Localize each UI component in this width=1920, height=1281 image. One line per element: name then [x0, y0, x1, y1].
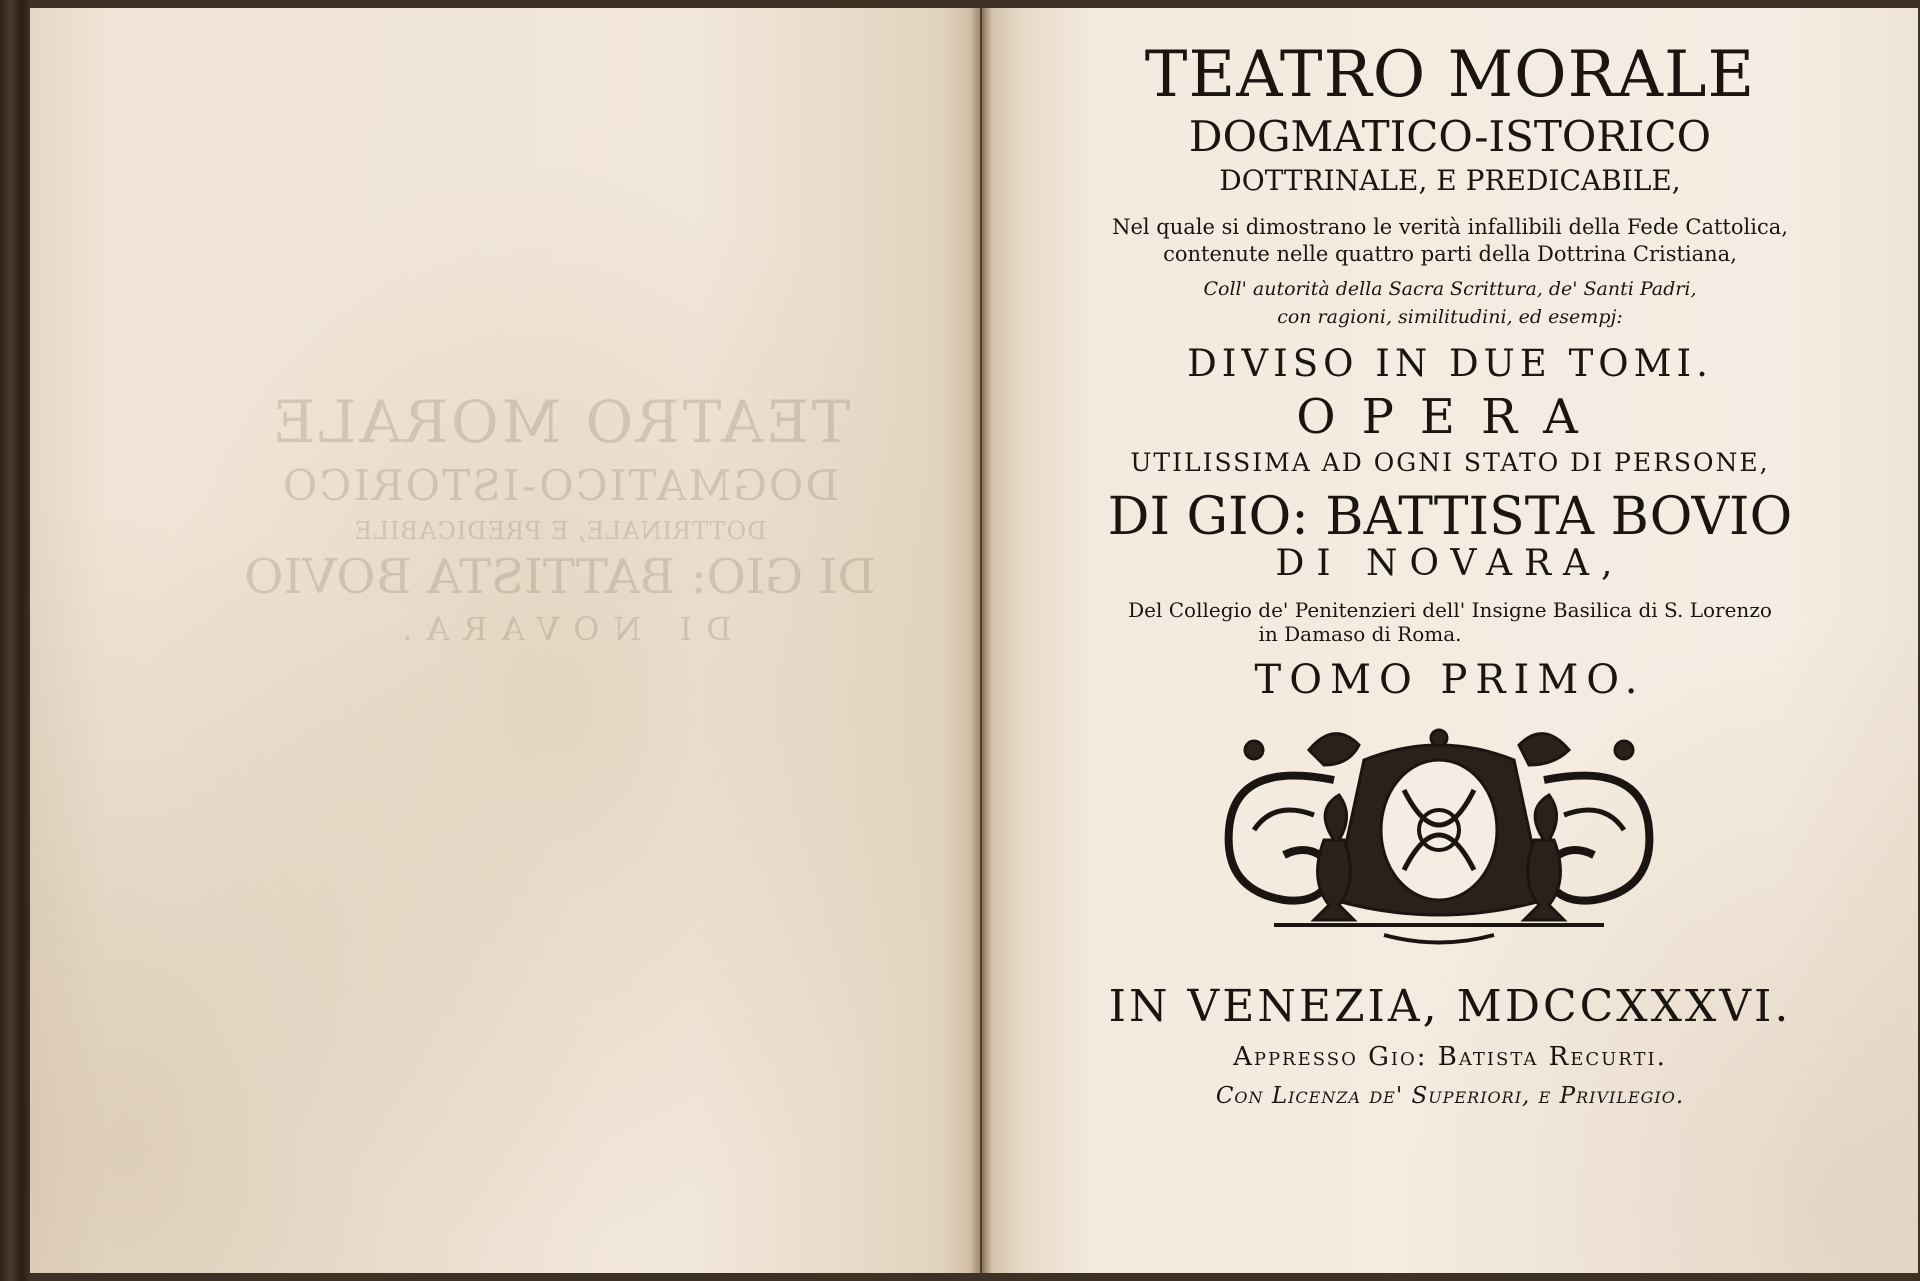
ghost-line: TEATRO MORALE — [269, 388, 851, 456]
description-line: contenute nelle quattro parti della Dottrina Cristiana, — [1163, 242, 1737, 266]
show-through-text — [170, 388, 950, 648]
author-origin: DI NOVARA, — [1275, 543, 1625, 584]
authority-line: Coll' autorità della Sacra Scrittura, de' Santi Padri, — [1203, 278, 1697, 300]
utility-line: UTILISSIMA AD OGNI STATO DI PERSONE, — [1130, 448, 1770, 477]
authority-line: con ragioni, similitudini, ed esempj: — [1277, 306, 1623, 328]
opera-heading: OPERA — [1296, 389, 1604, 445]
ghost-line: DI GIO: BATTISTA BOVIO — [244, 549, 876, 605]
ghost-line: DI NOVARA. — [388, 610, 732, 648]
author-name: DI GIO: BATTISTA BOVIO — [1107, 487, 1793, 547]
college-line: in Damaso di Roma. — [1258, 622, 1462, 646]
volume-heading: TOMO PRIMO. — [1254, 657, 1646, 703]
subtitle-2: DOTTRINALE, E PREDICABILE, — [1219, 164, 1681, 197]
ghost-line: DOGMATICO-ISTORICO — [280, 461, 840, 510]
book-gutter — [970, 8, 992, 1273]
title-page — [982, 8, 1918, 1273]
subtitle: DOGMATICO-ISTORICO — [1188, 112, 1712, 161]
printer-line: Appresso Gio: Batista Recurti. — [1233, 1042, 1667, 1072]
license-line: Con Licenza de' Superiori, e Privilegio. — [1215, 1083, 1685, 1109]
description-line: Nel quale si dimostrano le verità infallibili della Fede Cattolica, — [1112, 215, 1788, 239]
division-line: DIVISO IN DUE TOMI. — [1187, 342, 1713, 385]
imprint-place-date: IN VENEZIA, MDCCXXXVI. — [1108, 981, 1792, 1032]
printers-device-ornament-icon — [1214, 720, 1664, 950]
page-title: TEATRO MORALE — [1144, 38, 1756, 112]
left-page — [30, 8, 980, 1273]
college-line: Del Collegio de' Penitenzieri dell' Insigne Basilica di S. Lorenzo — [1128, 598, 1772, 622]
ghost-line: DOTTRINALE, E PREDICABILE — [353, 517, 767, 545]
